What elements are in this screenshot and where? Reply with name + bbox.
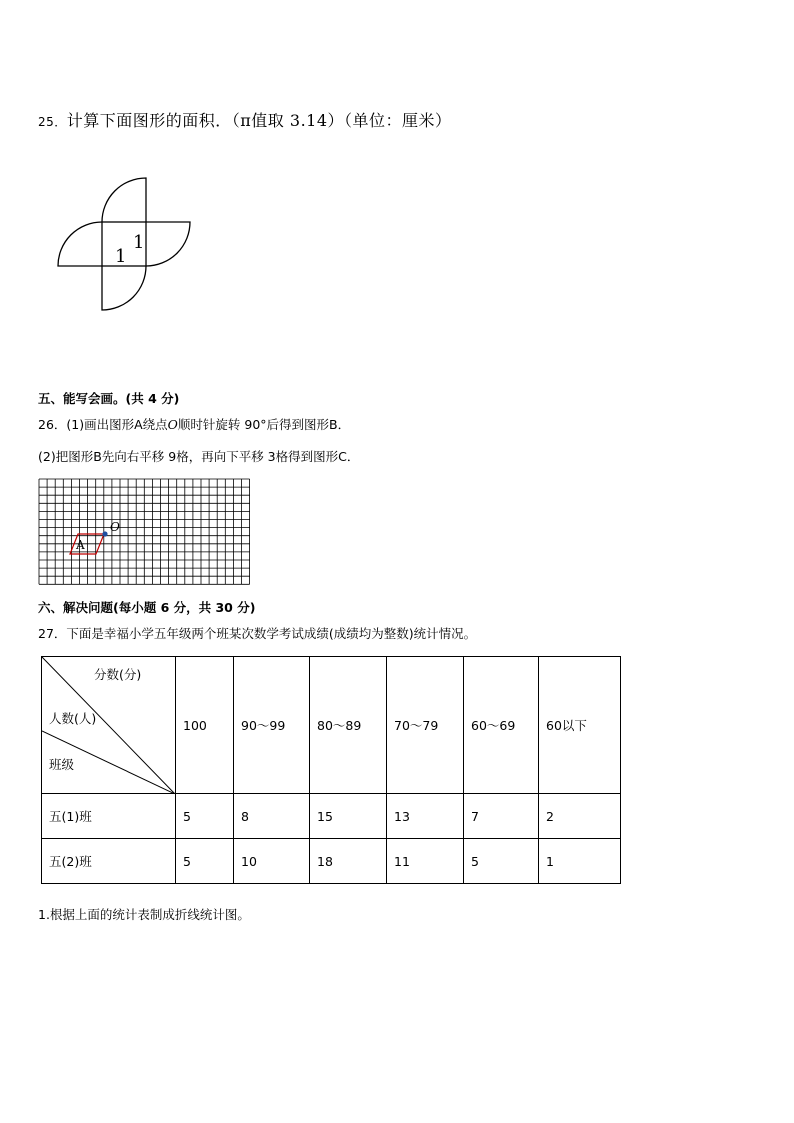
point-o — [102, 531, 107, 536]
diagonal-header-cell — [42, 657, 176, 794]
column-header: 60以下 — [539, 657, 621, 794]
row-label: 五(2)班 — [42, 839, 176, 884]
header-class: 班级 — [49, 757, 75, 772]
header-people: 人数(人) — [49, 711, 97, 726]
q26-line1-prefix: 26．(1)画出图形A绕点 — [38, 417, 168, 432]
section-5-title: 五、能写会画。(共 4 分) — [38, 391, 180, 406]
q27-text: 27．下面是幸福小学五年级两个班某次数学考试成绩(成绩均为整数)统计情况。 — [38, 626, 477, 641]
drawing-grid — [38, 478, 256, 590]
question-text: 计算下面图形的面积．（π值取 3.14）（单位：厘米） — [66, 111, 452, 130]
table-cell: 10 — [234, 839, 310, 884]
score-table — [41, 656, 621, 884]
column-header: 70～79 — [387, 657, 464, 794]
column-header: 80～89 — [310, 657, 387, 794]
point-o-label: O — [110, 520, 120, 534]
side-label-horizontal: 1 — [115, 246, 127, 267]
task-1: 1.根据上面的统计表制成折线统计图。 — [38, 907, 250, 922]
column-header: 100 — [176, 657, 234, 794]
table-cell: 5 — [176, 839, 234, 884]
row-label: 五(1)班 — [42, 794, 176, 839]
section-6-title: 六、解决问题(每小题 6 分，共 30 分) — [38, 600, 256, 615]
left-quarter — [58, 222, 102, 266]
column-header: 90～99 — [234, 657, 310, 794]
q26-line1-suffix: 顺时针旋转 90°后得到图形B． — [177, 417, 351, 432]
q26-line1 — [38, 415, 350, 433]
table-cell: 5 — [176, 794, 234, 839]
table-row — [42, 794, 621, 839]
pinwheel-figure — [50, 170, 200, 320]
column-header: 60～69 — [464, 657, 539, 794]
top-quarter — [102, 178, 146, 222]
right-quarter — [146, 222, 190, 266]
table-cell: 15 — [310, 794, 387, 839]
table-cell: 8 — [234, 794, 310, 839]
question-25 — [38, 108, 452, 131]
table-header-row — [42, 657, 621, 794]
table-cell: 5 — [464, 839, 539, 884]
table-cell: 18 — [310, 839, 387, 884]
table-cell: 13 — [387, 794, 464, 839]
shape-a-label: A — [76, 538, 85, 552]
table-cell: 1 — [539, 839, 621, 884]
table-cell: 2 — [539, 794, 621, 839]
q26-point-label: O — [167, 417, 178, 432]
question-number: 25． — [38, 115, 67, 129]
bottom-quarter — [102, 266, 146, 310]
side-label-vertical: 1 — [133, 232, 145, 253]
table-row — [42, 839, 621, 884]
q26-line2: (2)把图形B先向右平移 9格，再向下平移 3格得到图形C． — [38, 449, 360, 464]
header-score: 分数(分) — [94, 667, 142, 682]
table-cell: 7 — [464, 794, 539, 839]
table-cell: 11 — [387, 839, 464, 884]
